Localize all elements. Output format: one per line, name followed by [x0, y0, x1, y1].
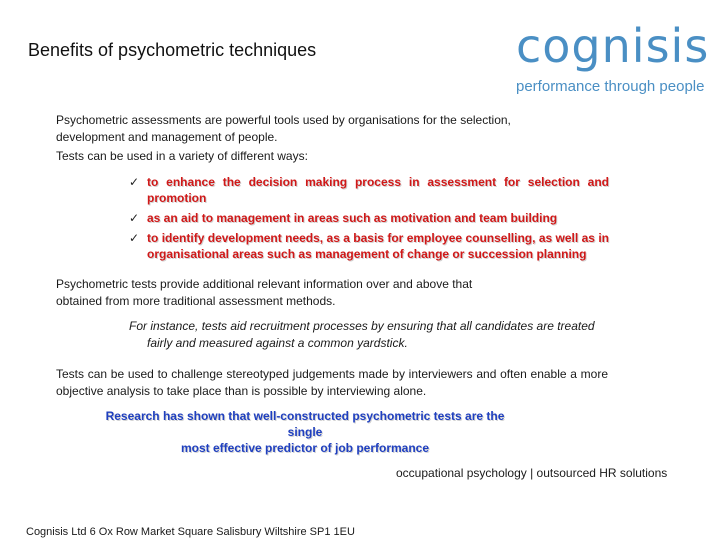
bullet-text: to identify development needs, as a basis for employee counselling, as well as in organisational areas such as management of change or succession planning	[147, 231, 609, 261]
intro-paragraph: Psychometric assessments are powerful tools used by organisations for the selection, development and management of people.	[56, 113, 511, 144]
bullet-text: to enhance the decision making process in assessment for selection and promotion	[147, 175, 609, 205]
checkmark-icon: ✓	[129, 211, 140, 225]
ways-intro: Tests can be used in a variety of different ways:	[56, 149, 308, 163]
checkmark-icon: ✓	[129, 231, 140, 245]
example-line-2: fairly and measured against a common yardstick.	[147, 336, 408, 350]
bullet-text: as an aid to management in areas such as motivation and team building	[147, 211, 558, 225]
slide-title: Benefits of psychometric techniques	[28, 40, 317, 60]
list-item	[129, 174, 609, 206]
benefits-list	[129, 174, 609, 266]
list-item	[129, 210, 609, 226]
research-line-1: Research has shown that well-constructed psychometric tests are the single	[105, 409, 505, 439]
research-line-2: most effective predictor of job performance	[180, 441, 430, 455]
logo-wordmark: cognisis	[516, 19, 710, 73]
challenge-paragraph: Tests can be used to challenge stereotyped judgements made by interviewers and often enable a more objective analysis to take place than is possible by interviewing alone.	[56, 367, 608, 398]
example-paragraph	[129, 318, 609, 352]
additional-info-paragraph: Psychometric tests provide additional relevant information over and above that obtained from more traditional assessment methods.	[56, 277, 473, 308]
logo-tagline: performance through people	[516, 78, 705, 95]
example-line-1: For instance, tests aid recruitment processes by ensuring that all candidates are treated	[129, 319, 595, 333]
research-highlight	[100, 408, 510, 456]
services-tagline: occupational psychology | outsourced HR solutions	[396, 466, 668, 480]
checkmark-icon: ✓	[129, 175, 140, 189]
list-item	[129, 230, 609, 262]
footer-address: Cognisis Ltd 6 Ox Row Market Square Salisbury Wiltshire SP1 1EU	[26, 526, 355, 538]
